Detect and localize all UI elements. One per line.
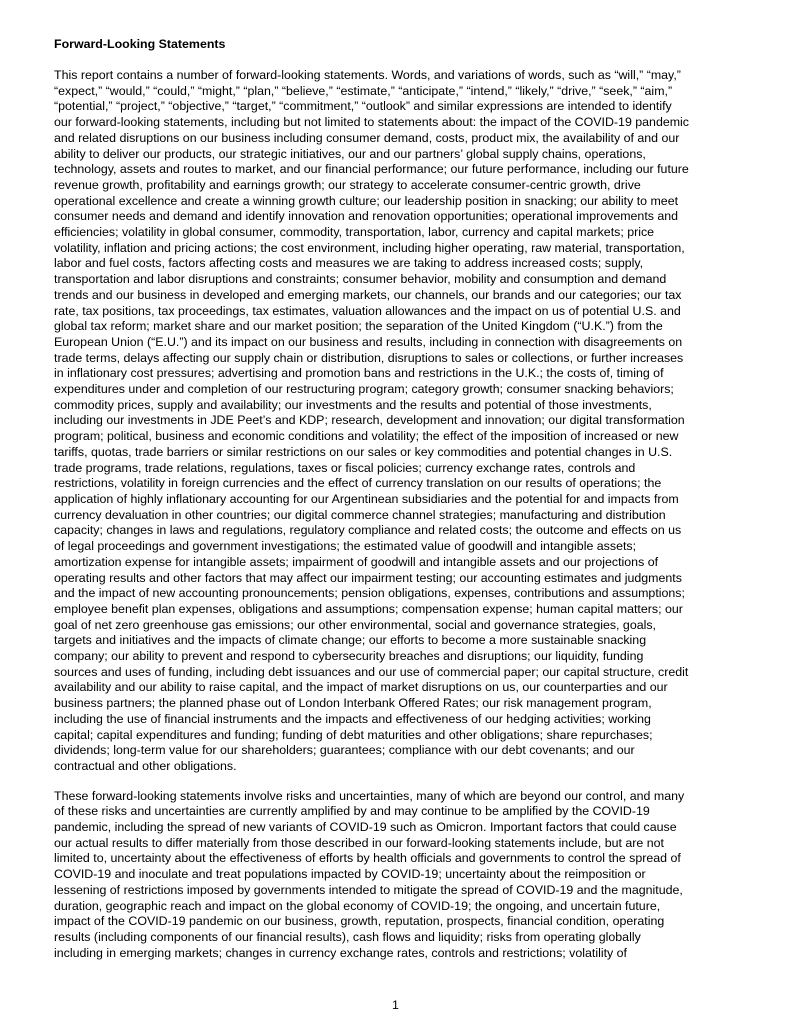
page-number: 1 [392, 998, 399, 1012]
section-heading: Forward-Looking Statements [54, 37, 226, 51]
paragraph-forward-looking-intro: This report contains a number of forward-looking statements. Words, and variations of words, such as “will,” “may,” “expect,” “would,” “could,” “might,” “plan,” “believe,” “estimate,” “anticipate,” “intend,” “likely,” “drive,” “seek,” “aim,” “potential,” “project,” “objective,” “target,” “commitment,” “outlook” and similar expressions are intended to identify our forward-looking statements, including but not limited to statements about: the impact of the COVID-19 pandemic and related disruptions on our business including consumer demand, costs, product mix, the availability of and our ability to deliver our products, our strategic initiatives, our and our partners’ global supply chains, operations, technology, assets and routes to market, and our financial performance; our future performance, including our future revenue growth, profitability and earnings growth; our strategy to accelerate consumer-centric growth, drive operational excellence and create a winning growth culture; our leadership position in snacking; our ability to meet consumer needs and demand and identify innovation and renovation opportunities; operational improvements and efficiencies; volatility in global consumer, commodity, transportation, labor, currency and capital markets; price volatility, inflation and pricing actions; the cost environment, including higher operating, raw material, transportation, labor and fuel costs, factors affecting costs and measures we are taking to address increased costs; supply, transportation and labor disruptions and constraints; consumer behavior, mobility and consumption and demand trends and our business in developed and emerging markets, our channels, our brands and our categories; our tax rate, tax positions, tax proceedings, tax estimates, valuation allowances and the impact on us of potential U.S. and global tax reform; market share and our market position; the separation of the United Kingdom (“U.K.”) from the European Union (“E.U.”) and its impact on our business and results, including in connection with disagreements on trade terms, delays affecting our supply chain or distribution, disruptions to sales or collections, or further increases in inflationary cost pressures; advertising and promotion bans and restrictions in the U.K.; the costs of, timing of expenditures under and completion of our restructuring program; category growth; consumer snacking behaviors; commodity prices, supply and availability; our investments and the results and potential of those investments, including our investments in JDE Peet’s and KDP; research, development and innovation; our digital transformation program; political, business and economic conditions and volatility; the effect of the imposition of increased or new tariffs, quotas, trade barriers or similar restrictions on our sales or key commodities and potential changes in U.S. trade programs, trade relations, regulations, taxes or fiscal policies; currency exchange rates, controls and restrictions, volatility in foreign currencies and the effect of currency translation on our results of operations; the application of highly inflationary accounting for our Argentinean subsidiaries and the potential for and impacts from currency devaluation in other countries; our digital commerce channel strategies; manufacturing and distribution capacity; changes in laws and regulations, regulatory compliance and related costs; the outcome and effects on us of legal proceedings and government investigations; the estimated value of goodwill and intangible assets; amortization expense for intangible assets; impairment of goodwill and intangible assets and our projections of operating results and other factors that may affect our impairment testing; our accounting estimates and judgments and the impact of new accounting pronouncements; pension obligations, expenses, contributions and assumptions; employee benefit plan expenses, obligations and assumptions; compensation expense; human capital matters; our goal of net zero greenhouse gas emissions; our other environmental, social and governance strategies, goals, targets and initiatives and the impacts of climate change; our efforts to become a more sustainable snacking company; our ability to prevent and respond to cybersecurity breaches and disruptions; our liquidity, funding sources and uses of funding, including debt issuances and our use of commercial paper; our capital structure, credit availability and our ability to raise capital, and the impact of market disruptions on us, our counterparties and our business partners; the planned phase out of London Interbank Offered Rates; our risk management program, including the use of financial instruments and the impacts and effectiveness of our hedging activities; working capital; capital expenditures and funding; funding of debt maturities and other obligations; share repurchases; dividends; long-term value for our shareholders; guarantees; compliance with our debt covenants; and our contractual and other obligations. [54, 68, 690, 773]
document-page [54, 36, 738, 961]
paragraph-risks-uncertainties: These forward-looking statements involve risks and uncertainties, many of which are beyond our control, and many of these risks and uncertainties are currently amplified by and may continue to be amplified by the COVID-19 pandemic, including the spread of new variants of COVID-19 such as Omicron. Important factors that could cause our actual results to differ materially from those described in our forward-looking statements include, but are not limited to, uncertainty about the effectiveness of efforts by health officials and governments to control the spread of COVID-19 and inoculate and treat populations impacted by COVID-19; uncertainty about the reimposition or lessening of restrictions imposed by governments intended to mitigate the spread of COVID-19 and the magnitude, duration, geographic reach and impact on the global economy of COVID-19; the ongoing, and uncertain future, impact of the COVID-19 pandemic on our business, growth, reputation, prospects, financial condition, operating results (including components of our financial results), cash flows and liquidity; risks from operating globally including in emerging markets; changes in currency exchange rates, controls and restrictions; volatility of [54, 788, 685, 960]
